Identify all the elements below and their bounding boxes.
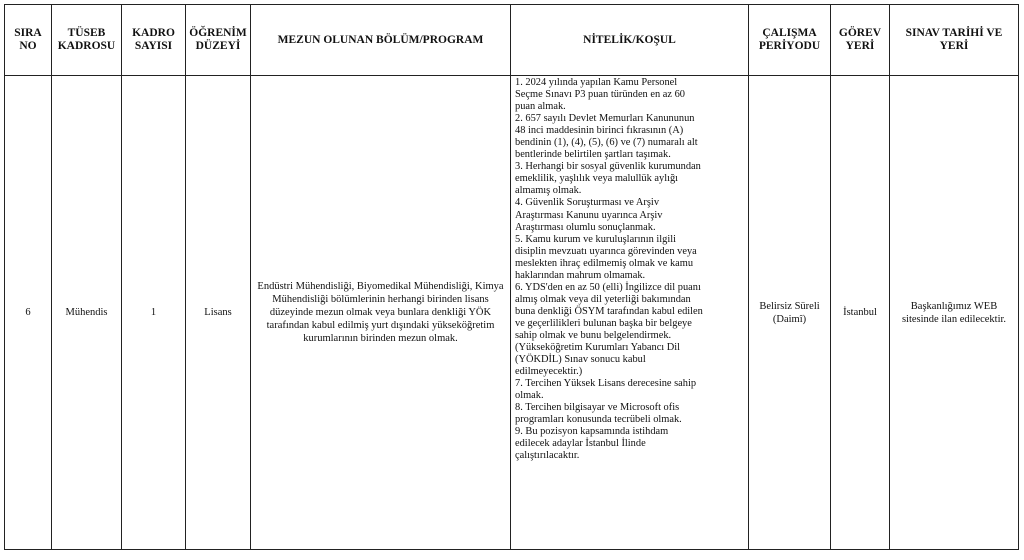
header-sinav-tarihi: SINAV TARİHİ VE YERİ [890, 5, 1019, 76]
job-posting-document [4, 4, 1019, 550]
cell-calisma-periyodu: Belirsiz Süreli (Daimî) [749, 76, 831, 550]
condition-line: 7. Tercihen Yüksek Lisans derecesine sahip [515, 378, 697, 390]
condition-line: 8. Tercihen bilgisayar ve Microsoft ofis [515, 402, 680, 414]
header-ogrenim-duzeyi: ÖĞRENİM DÜZEYİ [186, 5, 251, 76]
cell-mezun-bolum: Endüstri Mühendisliği, Biyomedikal Mühendisliği, Kimya Mühendisliği bölümlerinin herhangi birinden lisans düzeyinde mezun olmak veya bunlara denkliği YÖK tarafından kabul edilmiş yurt dışındaki yükseköğretim kurumlarının birinden mezun olmak. [251, 76, 511, 550]
condition-line: haklarından mahrum olmamak. [515, 269, 646, 281]
header-gorev-yeri: GÖREV YERİ [831, 5, 890, 76]
condition-line: edilmeyecektir.) [515, 366, 583, 378]
condition-line: 48 inci maddesinin birinci fıkrasının (A) [515, 125, 684, 137]
cell-sinav-tarihi: Başkanlığımız WEB sitesinde ilan edilecektir. [890, 76, 1019, 550]
condition-line: puan almak. [515, 101, 566, 113]
condition-line: olmak. [515, 390, 544, 402]
position-table [4, 4, 1019, 550]
condition-line: (YÖKDİL) Sınav sonucu kabul [515, 354, 646, 366]
condition-line: 1. 2024 yılında yapılan Kamu Personel [515, 77, 678, 88]
condition-line: disiplin mevzuatı uyarınca görevinden veya [515, 245, 697, 257]
header-row [5, 5, 1019, 76]
header-calisma-periyodu: ÇALIŞMA PERİYODU [749, 5, 831, 76]
condition-line: 9. Bu pozisyon kapsamında istihdam [515, 426, 669, 438]
condition-line: meslekten ihraç edilmemiş olmak ve kamu [515, 257, 694, 269]
condition-line: 2. 657 sayılı Devlet Memurları Kanununun [515, 113, 695, 125]
condition-line: Araştırması Kanunu uyarınca Arşiv [515, 209, 663, 221]
condition-line: almış olmak veya dil yeterliği bakımından [515, 293, 691, 305]
cell-tuseb-kadrosu: Mühendis [52, 76, 122, 550]
condition-line: bendinin (1), (4), (5), (6) ve (7) numaralı alt [515, 137, 698, 149]
cell-nitelik-kosul [511, 76, 749, 550]
condition-line: buna denkliği ÖSYM tarafından kabul edilen [515, 305, 703, 317]
condition-line: sahip olmak ve bunu belgelendirmek. [515, 329, 672, 341]
cell-kadro-sayisi: 1 [122, 76, 186, 550]
cell-gorev-yeri: İstanbul [831, 76, 890, 550]
condition-line: (Yükseköğretim Kurumları Yabancı Dil [515, 342, 681, 354]
condition-line: emeklilik, yaşlılık veya malullük aylığı [515, 173, 679, 185]
header-sira-no: SIRA NO [5, 5, 52, 76]
header-kadro-sayisi: KADRO SAYISI [122, 5, 186, 76]
condition-line: 3. Herhangi bir sosyal güvenlik kurumundan [515, 161, 701, 173]
condition-line: ve geçerlilikleri bulunan başka bir belgeye [515, 317, 692, 329]
cell-sira-no: 6 [5, 76, 52, 550]
header-tuseb-kadrosu: TÜSEB KADROSU [52, 5, 122, 76]
condition-line: bentlerinde belirtilen şartları taşımak. [515, 149, 671, 161]
condition-line: çalıştırılacaktır. [515, 450, 580, 462]
condition-line: almamış olmak. [515, 185, 582, 197]
condition-line: 5. Kamu kurum ve kuruluşlarının ilgili [515, 233, 677, 245]
cell-ogrenim-duzeyi: Lisans [186, 76, 251, 550]
condition-line: Araştırması olumlu sonuçlanmak. [515, 221, 656, 233]
condition-line: 6. YDS'den en az 50 (elli) İngilizce dil puanı [515, 281, 701, 293]
table-row [5, 76, 1019, 550]
condition-line: edilecek adaylar İstanbul İlinde [515, 438, 646, 450]
condition-line: programları konusunda tecrübeli olmak. [515, 414, 682, 426]
header-nitelik-kosul: NİTELİK/KOŞUL [511, 5, 749, 76]
condition-line: 4. Güvenlik Soruşturması ve Arşiv [515, 197, 660, 209]
header-mezun-bolum: MEZUN OLUNAN BÖLÜM/PROGRAM [251, 5, 511, 76]
condition-line: Seçme Sınavı P3 puan türünden en az 60 [515, 89, 685, 101]
